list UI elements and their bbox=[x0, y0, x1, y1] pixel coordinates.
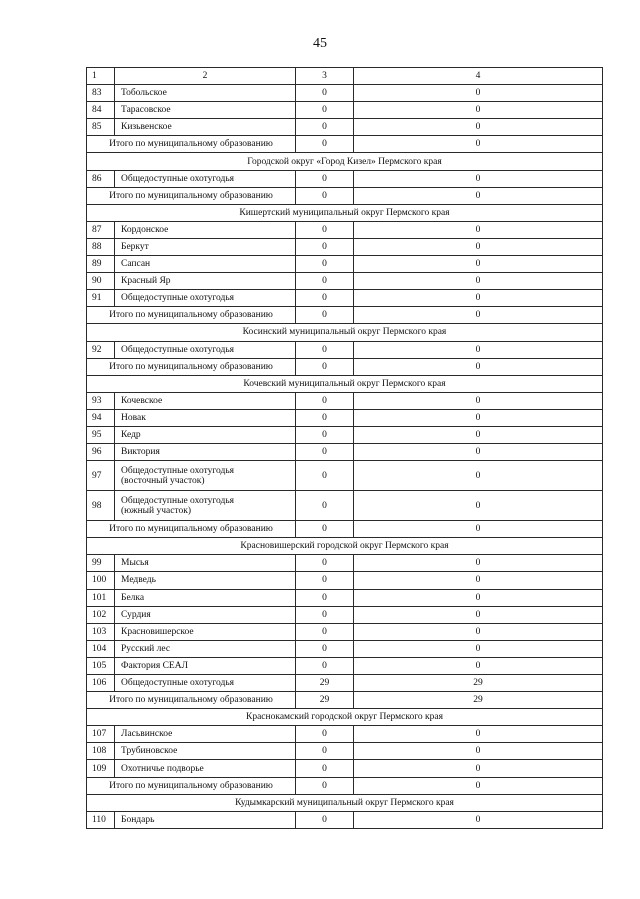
column-4-value: 0 bbox=[354, 221, 603, 238]
table-row bbox=[87, 102, 603, 119]
table-row bbox=[87, 170, 603, 187]
column-3-value: 0 bbox=[296, 606, 354, 623]
column-3-value: 0 bbox=[296, 444, 354, 461]
hunting-ground-name: Красный Яр bbox=[115, 273, 296, 290]
table-row bbox=[87, 743, 603, 760]
table-row bbox=[87, 623, 603, 640]
column-4-value: 0 bbox=[354, 811, 603, 828]
section-title: Кишертский муниципальный округ Пермского края bbox=[87, 204, 603, 221]
total-column-4-value: 0 bbox=[354, 307, 603, 324]
table-row bbox=[87, 606, 603, 623]
row-number: 108 bbox=[87, 743, 115, 760]
column-3-value: 0 bbox=[296, 811, 354, 828]
hunting-ground-name: Мысья bbox=[115, 555, 296, 572]
hunting-ground-name: Сапсан bbox=[115, 256, 296, 273]
hunting-ground-name bbox=[115, 461, 296, 491]
column-3-value: 0 bbox=[296, 426, 354, 443]
total-row bbox=[87, 307, 603, 324]
column-3-value: 0 bbox=[296, 640, 354, 657]
column-4-value: 0 bbox=[354, 589, 603, 606]
row-number: 99 bbox=[87, 555, 115, 572]
hunting-ground-name-line-2: (восточный участок) bbox=[121, 475, 205, 486]
column-3-value: 0 bbox=[296, 221, 354, 238]
total-label: Итого по муниципальному образованию bbox=[87, 521, 296, 538]
page-number: 45 bbox=[313, 36, 327, 51]
column-3-value: 0 bbox=[296, 760, 354, 777]
total-column-3-value: 29 bbox=[296, 692, 354, 709]
table-row bbox=[87, 221, 603, 238]
total-column-3-value: 0 bbox=[296, 187, 354, 204]
total-label: Итого по муниципальному образованию bbox=[87, 777, 296, 794]
total-column-3-value: 0 bbox=[296, 136, 354, 153]
table-row bbox=[87, 409, 603, 426]
column-3-value: 0 bbox=[296, 341, 354, 358]
header-col-3: 3 bbox=[296, 68, 354, 85]
hunting-ground-name-line-1: Общедоступные охотугодья bbox=[121, 465, 235, 476]
hunting-ground-name: Кизьвенское bbox=[115, 119, 296, 136]
hunting-grounds-table bbox=[86, 67, 603, 829]
table-row bbox=[87, 589, 603, 606]
hunting-ground-name: Трубиновское bbox=[115, 743, 296, 760]
row-number: 86 bbox=[87, 170, 115, 187]
hunting-ground-name: Беркут bbox=[115, 238, 296, 255]
row-number: 106 bbox=[87, 675, 115, 692]
column-3-value: 0 bbox=[296, 572, 354, 589]
table-row bbox=[87, 726, 603, 743]
column-3-value: 0 bbox=[296, 589, 354, 606]
total-label: Итого по муниципальному образованию bbox=[87, 187, 296, 204]
column-4-value: 0 bbox=[354, 426, 603, 443]
hunting-ground-name: Ласьвинское bbox=[115, 726, 296, 743]
column-4-value: 0 bbox=[354, 555, 603, 572]
column-4-value: 0 bbox=[354, 726, 603, 743]
row-number: 104 bbox=[87, 640, 115, 657]
column-4-value: 0 bbox=[354, 392, 603, 409]
column-4-value: 0 bbox=[354, 606, 603, 623]
column-3-value: 0 bbox=[296, 119, 354, 136]
total-label: Итого по муниципальному образованию bbox=[87, 136, 296, 153]
column-4-value: 0 bbox=[354, 491, 603, 521]
hunting-ground-name: Кочевское bbox=[115, 392, 296, 409]
hunting-ground-name: Кордонское bbox=[115, 221, 296, 238]
column-3-value: 0 bbox=[296, 555, 354, 572]
row-number: 92 bbox=[87, 341, 115, 358]
total-label: Итого по муниципальному образованию bbox=[87, 358, 296, 375]
total-column-4-value: 0 bbox=[354, 187, 603, 204]
column-3-value: 0 bbox=[296, 238, 354, 255]
column-3-value: 0 bbox=[296, 170, 354, 187]
hunting-ground-name-line-1: Общедоступные охотугодья bbox=[121, 495, 235, 506]
section-header-row bbox=[87, 709, 603, 726]
column-4-value: 0 bbox=[354, 119, 603, 136]
table-row bbox=[87, 760, 603, 777]
header-col-4: 4 bbox=[354, 68, 603, 85]
total-column-3-value: 0 bbox=[296, 777, 354, 794]
column-4-value: 0 bbox=[354, 640, 603, 657]
section-header-row bbox=[87, 375, 603, 392]
table-row bbox=[87, 444, 603, 461]
hunting-ground-name: Медведь bbox=[115, 572, 296, 589]
table-row bbox=[87, 572, 603, 589]
column-4-value: 0 bbox=[354, 256, 603, 273]
column-4-value: 0 bbox=[354, 572, 603, 589]
row-number: 107 bbox=[87, 726, 115, 743]
hunting-ground-name: Общедоступные охотугодья bbox=[115, 290, 296, 307]
column-3-value: 0 bbox=[296, 461, 354, 491]
row-number: 105 bbox=[87, 657, 115, 674]
row-number: 85 bbox=[87, 119, 115, 136]
hunting-ground-name: Тарасовское bbox=[115, 102, 296, 119]
section-title: Кочевский муниципальный округ Пермского края bbox=[87, 375, 603, 392]
row-number: 98 bbox=[87, 491, 115, 521]
hunting-ground-name: Общедоступные охотугодья bbox=[115, 341, 296, 358]
total-row bbox=[87, 521, 603, 538]
hunting-ground-name: Кедр bbox=[115, 426, 296, 443]
section-title: Краснокамский городской округ Пермского края bbox=[87, 709, 603, 726]
section-header-row bbox=[87, 204, 603, 221]
column-3-value: 0 bbox=[296, 491, 354, 521]
total-column-4-value: 0 bbox=[354, 521, 603, 538]
hunting-ground-name: Сурдия bbox=[115, 606, 296, 623]
column-3-value: 0 bbox=[296, 102, 354, 119]
table-row bbox=[87, 238, 603, 255]
hunting-ground-name: Русский лес bbox=[115, 640, 296, 657]
table-row bbox=[87, 657, 603, 674]
column-4-value: 0 bbox=[354, 341, 603, 358]
header-row bbox=[87, 68, 603, 85]
total-row bbox=[87, 187, 603, 204]
column-4-value: 0 bbox=[354, 444, 603, 461]
column-3-value: 0 bbox=[296, 726, 354, 743]
hunting-ground-name: Новак bbox=[115, 409, 296, 426]
table-row bbox=[87, 811, 603, 828]
table-row bbox=[87, 640, 603, 657]
total-row bbox=[87, 358, 603, 375]
header-col-1: 1 bbox=[87, 68, 115, 85]
table-row bbox=[87, 555, 603, 572]
row-number: 109 bbox=[87, 760, 115, 777]
table-row bbox=[87, 675, 603, 692]
row-number: 110 bbox=[87, 811, 115, 828]
column-4-value: 0 bbox=[354, 102, 603, 119]
section-header-row bbox=[87, 794, 603, 811]
total-column-4-value: 0 bbox=[354, 777, 603, 794]
total-column-3-value: 0 bbox=[296, 307, 354, 324]
table-row bbox=[87, 341, 603, 358]
hunting-ground-name: Фактория СЕАЛ bbox=[115, 657, 296, 674]
total-column-4-value: 29 bbox=[354, 692, 603, 709]
row-number: 94 bbox=[87, 409, 115, 426]
total-row bbox=[87, 692, 603, 709]
section-title: Городской округ «Город Кизел» Пермского края bbox=[87, 153, 603, 170]
column-4-value: 0 bbox=[354, 623, 603, 640]
table-row bbox=[87, 85, 603, 102]
total-label: Итого по муниципальному образованию bbox=[87, 307, 296, 324]
column-3-value: 29 bbox=[296, 675, 354, 692]
row-number: 88 bbox=[87, 238, 115, 255]
total-column-4-value: 0 bbox=[354, 358, 603, 375]
row-number: 84 bbox=[87, 102, 115, 119]
column-3-value: 0 bbox=[296, 623, 354, 640]
column-4-value: 0 bbox=[354, 657, 603, 674]
table-row bbox=[87, 119, 603, 136]
section-header-row bbox=[87, 324, 603, 341]
row-number: 101 bbox=[87, 589, 115, 606]
column-3-value: 0 bbox=[296, 392, 354, 409]
column-3-value: 0 bbox=[296, 290, 354, 307]
total-column-3-value: 0 bbox=[296, 358, 354, 375]
total-label: Итого по муниципальному образованию bbox=[87, 692, 296, 709]
column-4-value: 0 bbox=[354, 743, 603, 760]
column-4-value: 29 bbox=[354, 675, 603, 692]
hunting-ground-name bbox=[115, 491, 296, 521]
column-4-value: 0 bbox=[354, 170, 603, 187]
table-row bbox=[87, 392, 603, 409]
column-4-value: 0 bbox=[354, 290, 603, 307]
column-3-value: 0 bbox=[296, 657, 354, 674]
hunting-ground-name: Виктория bbox=[115, 444, 296, 461]
column-3-value: 0 bbox=[296, 273, 354, 290]
row-number: 102 bbox=[87, 606, 115, 623]
total-row bbox=[87, 777, 603, 794]
section-header-row bbox=[87, 153, 603, 170]
column-3-value: 0 bbox=[296, 256, 354, 273]
row-number: 87 bbox=[87, 221, 115, 238]
table-row bbox=[87, 290, 603, 307]
column-3-value: 0 bbox=[296, 409, 354, 426]
section-title: Косинский муниципальный округ Пермского края bbox=[87, 324, 603, 341]
row-number: 93 bbox=[87, 392, 115, 409]
column-4-value: 0 bbox=[354, 461, 603, 491]
column-3-value: 0 bbox=[296, 743, 354, 760]
hunting-ground-name-line-2: (южный участок) bbox=[121, 505, 192, 516]
row-number: 90 bbox=[87, 273, 115, 290]
total-column-3-value: 0 bbox=[296, 521, 354, 538]
hunting-ground-name: Тобольское bbox=[115, 85, 296, 102]
hunting-ground-name: Охотничье подворье bbox=[115, 760, 296, 777]
table-row bbox=[87, 491, 603, 521]
section-title: Кудымкарский муниципальный округ Пермского края bbox=[87, 794, 603, 811]
hunting-ground-name: Красновишерское bbox=[115, 623, 296, 640]
row-number: 96 bbox=[87, 444, 115, 461]
hunting-ground-name: Общедоступные охотугодья bbox=[115, 170, 296, 187]
hunting-ground-name: Бондарь bbox=[115, 811, 296, 828]
section-title: Красновишерский городской округ Пермского края bbox=[87, 538, 603, 555]
row-number: 91 bbox=[87, 290, 115, 307]
column-4-value: 0 bbox=[354, 85, 603, 102]
column-4-value: 0 bbox=[354, 760, 603, 777]
row-number: 95 bbox=[87, 426, 115, 443]
table-row bbox=[87, 461, 603, 491]
hunting-ground-name: Белка bbox=[115, 589, 296, 606]
total-row bbox=[87, 136, 603, 153]
row-number: 83 bbox=[87, 85, 115, 102]
table-row bbox=[87, 273, 603, 290]
row-number: 100 bbox=[87, 572, 115, 589]
column-4-value: 0 bbox=[354, 238, 603, 255]
row-number: 89 bbox=[87, 256, 115, 273]
hunting-ground-name: Общедоступные охотугодья bbox=[115, 675, 296, 692]
row-number: 103 bbox=[87, 623, 115, 640]
header-col-2: 2 bbox=[115, 68, 296, 85]
column-4-value: 0 bbox=[354, 273, 603, 290]
total-column-4-value: 0 bbox=[354, 136, 603, 153]
row-number: 97 bbox=[87, 461, 115, 491]
table-row bbox=[87, 426, 603, 443]
column-3-value: 0 bbox=[296, 85, 354, 102]
column-4-value: 0 bbox=[354, 409, 603, 426]
section-header-row bbox=[87, 538, 603, 555]
table-row bbox=[87, 256, 603, 273]
